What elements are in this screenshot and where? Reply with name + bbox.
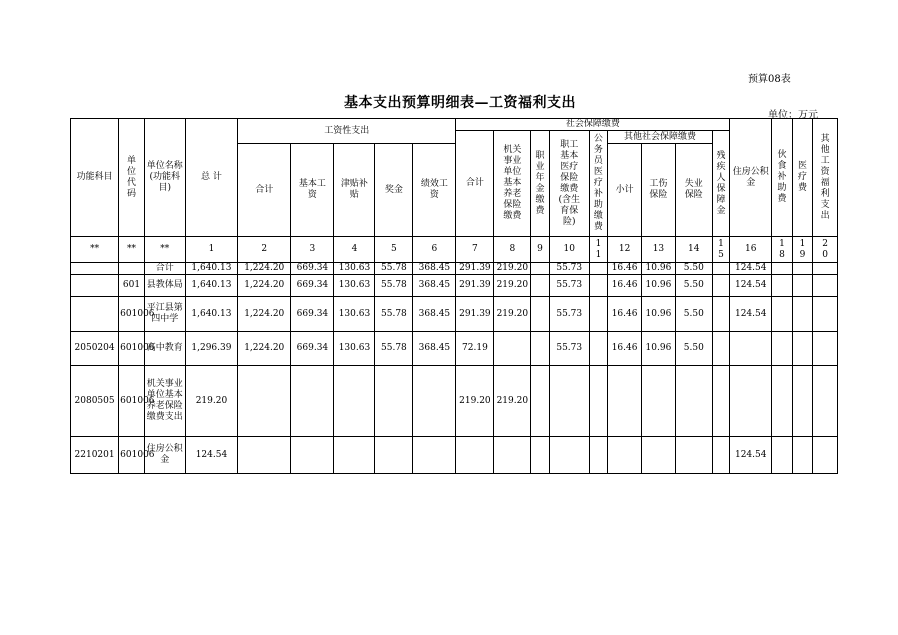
table-row — [71, 366, 838, 437]
header-civil-medical: 公务员医疗补助缴费 — [589, 131, 607, 237]
amount-cell: 124.54 — [730, 275, 772, 297]
amount-cell: 1,640.13 — [185, 275, 237, 297]
amount-cell — [531, 437, 549, 474]
index-cell: 1 — [185, 237, 237, 263]
index-row — [71, 237, 838, 263]
amount-cell — [642, 437, 676, 474]
func-code-cell: 2210201 — [71, 437, 119, 474]
index-cell: 15 — [712, 237, 729, 263]
amount-cell — [238, 366, 291, 437]
amount-cell — [772, 366, 793, 437]
amount-cell: 1,296.39 — [185, 332, 237, 366]
amount-cell — [792, 332, 813, 366]
func-code-cell — [71, 263, 119, 275]
amount-cell: 55.73 — [549, 275, 589, 297]
header-unit-code: 单位代码 — [119, 119, 145, 237]
amount-cell: 16.46 — [608, 263, 642, 275]
amount-cell — [608, 437, 642, 474]
amount-cell — [608, 366, 642, 437]
amount-cell: 72.19 — [456, 332, 494, 366]
amount-cell: 10.96 — [642, 297, 676, 332]
amount-cell: 124.54 — [730, 437, 772, 474]
amount-cell — [675, 437, 712, 474]
index-cell: ** — [119, 237, 145, 263]
amount-cell — [589, 297, 607, 332]
amount-cell: 55.78 — [375, 332, 413, 366]
amount-cell: 16.46 — [608, 297, 642, 332]
amount-cell: 16.46 — [608, 332, 642, 366]
amount-cell: 55.73 — [549, 332, 589, 366]
index-cell: 13 — [642, 237, 676, 263]
amount-cell: 219.20 — [494, 275, 531, 297]
page-title: 基本支出预算明细表—工资福利支出 — [344, 95, 576, 111]
amount-cell: 10.96 — [642, 263, 676, 275]
header-salary-subtotal: 合计 — [238, 144, 291, 237]
unit-name-cell: 高中教育 — [144, 332, 185, 366]
index-cell: ** — [144, 237, 185, 263]
index-cell: 8 — [494, 237, 531, 263]
amount-cell — [375, 437, 413, 474]
amount-cell — [792, 437, 813, 474]
header-annuity: 职业年金缴费 — [531, 131, 549, 237]
unit-name-cell: 平江县第四中学 — [144, 297, 185, 332]
index-cell: 6 — [413, 237, 456, 263]
amount-cell: 291.39 — [456, 297, 494, 332]
amount-cell — [642, 366, 676, 437]
amount-cell: 219.20 — [185, 366, 237, 437]
header-basic-salary: 基本工资 — [291, 144, 334, 237]
amount-cell: 5.50 — [675, 263, 712, 275]
index-cell: ** — [71, 237, 119, 263]
amount-cell — [413, 366, 456, 437]
unit-code-cell: 601006 — [119, 366, 145, 437]
unit-name-cell: 机关事业单位基本养老保险缴费支出 — [144, 366, 185, 437]
amount-cell — [712, 297, 729, 332]
amount-cell — [813, 263, 838, 275]
amount-cell — [813, 332, 838, 366]
amount-cell — [549, 437, 589, 474]
amount-cell — [456, 437, 494, 474]
header-social-subtotal: 合计 — [456, 131, 494, 237]
index-cell: 14 — [675, 237, 712, 263]
amount-cell: 669.34 — [291, 275, 334, 297]
amount-cell: 10.96 — [642, 332, 676, 366]
amount-cell: 219.20 — [494, 263, 531, 275]
amount-cell: 55.73 — [549, 263, 589, 275]
amount-cell: 1,640.13 — [185, 297, 237, 332]
amount-cell: 5.50 — [675, 332, 712, 366]
amount-cell — [334, 437, 375, 474]
amount-cell — [712, 263, 729, 275]
amount-cell — [772, 332, 793, 366]
header-other-subtotal: 小计 — [608, 144, 642, 237]
amount-cell — [549, 366, 589, 437]
header-row-1 — [71, 119, 838, 131]
expenditure-table — [70, 118, 838, 474]
amount-cell — [772, 437, 793, 474]
amount-cell — [730, 366, 772, 437]
amount-cell — [589, 437, 607, 474]
index-cell: 10 — [549, 237, 589, 263]
header-allowance: 津贴补贴 — [334, 144, 375, 237]
amount-cell: 219.20 — [494, 366, 531, 437]
header-med-fee: 医疗费 — [792, 119, 813, 237]
amount-cell: 5.50 — [675, 275, 712, 297]
unit-code-cell: 601006 — [119, 297, 145, 332]
amount-cell: 368.45 — [413, 297, 456, 332]
table-row — [71, 437, 838, 474]
header-medical: 职工基本医疗保险缴费(含生育保险) — [549, 131, 589, 237]
index-cell: 3 — [291, 237, 334, 263]
amount-cell: 130.63 — [334, 297, 375, 332]
amount-cell — [589, 366, 607, 437]
index-cell: 9 — [531, 237, 549, 263]
amount-cell — [792, 366, 813, 437]
amount-cell: 1,640.13 — [185, 263, 237, 275]
amount-cell: 368.45 — [413, 275, 456, 297]
index-cell: 20 — [813, 237, 838, 263]
amount-cell — [792, 263, 813, 275]
func-code-cell — [71, 297, 119, 332]
amount-cell — [712, 366, 729, 437]
amount-cell: 130.63 — [334, 275, 375, 297]
amount-cell: 130.63 — [334, 332, 375, 366]
amount-cell: 10.96 — [642, 275, 676, 297]
amount-cell — [712, 332, 729, 366]
amount-cell: 5.50 — [675, 297, 712, 332]
header-unit-name: 单位名称(功能科目) — [144, 119, 185, 237]
amount-cell: 55.78 — [375, 297, 413, 332]
amount-cell: 219.20 — [456, 366, 494, 437]
amount-cell — [772, 275, 793, 297]
header-other: 其他工资福利支出 — [813, 119, 838, 237]
amount-cell: 669.34 — [291, 297, 334, 332]
amount-cell: 124.54 — [730, 297, 772, 332]
amount-cell — [589, 332, 607, 366]
amount-cell: 1,224.20 — [238, 332, 291, 366]
header-other-social-group: 其他社会保障缴费 — [608, 131, 713, 144]
amount-cell: 219.20 — [494, 297, 531, 332]
amount-cell: 1,224.20 — [238, 297, 291, 332]
amount-cell — [772, 263, 793, 275]
amount-cell — [589, 263, 607, 275]
amount-cell — [813, 297, 838, 332]
unit-code-cell — [119, 263, 145, 275]
amount-cell — [334, 366, 375, 437]
amount-cell — [531, 297, 549, 332]
amount-cell — [712, 437, 729, 474]
unit-code-cell: 601 — [119, 275, 145, 297]
func-code-cell: 2080505 — [71, 366, 119, 437]
amount-cell: 1,224.20 — [238, 275, 291, 297]
unit-name-cell: 合计 — [144, 263, 185, 275]
amount-cell — [531, 263, 549, 275]
index-cell: 5 — [375, 237, 413, 263]
amount-cell — [813, 275, 838, 297]
amount-cell — [531, 366, 549, 437]
header-bonus: 奖金 — [375, 144, 413, 237]
index-cell: 19 — [792, 237, 813, 263]
amount-cell: 669.34 — [291, 332, 334, 366]
amount-cell — [531, 275, 549, 297]
amount-cell: 16.46 — [608, 275, 642, 297]
index-cell: 4 — [334, 237, 375, 263]
amount-cell: 130.63 — [334, 263, 375, 275]
amount-cell — [531, 332, 549, 366]
table-row — [71, 332, 838, 366]
index-cell: 11 — [589, 237, 607, 263]
header-pension: 机关事业单位基本养老保险缴费 — [494, 131, 531, 237]
amount-cell — [772, 297, 793, 332]
amount-cell — [291, 366, 334, 437]
table-row — [71, 297, 838, 332]
header-injury: 工伤保险 — [642, 144, 676, 237]
amount-cell: 669.34 — [291, 263, 334, 275]
header-meal: 伙食补助费 — [772, 119, 793, 237]
unit-name-cell: 住房公积金 — [144, 437, 185, 474]
amount-cell — [291, 437, 334, 474]
form-number: 预算08表 — [748, 74, 791, 85]
index-cell: 2 — [238, 237, 291, 263]
amount-cell — [413, 437, 456, 474]
amount-cell: 368.45 — [413, 263, 456, 275]
amount-cell — [494, 437, 531, 474]
index-cell: 16 — [730, 237, 772, 263]
index-cell: 12 — [608, 237, 642, 263]
amount-cell — [675, 366, 712, 437]
amount-cell — [730, 332, 772, 366]
amount-cell — [792, 297, 813, 332]
table-row — [71, 275, 838, 297]
amount-cell: 368.45 — [413, 332, 456, 366]
header-social-group: 社会保障缴费 — [456, 119, 730, 131]
amount-cell — [589, 275, 607, 297]
header-performance: 绩效工资 — [413, 144, 456, 237]
header-unemployment: 失业保险 — [675, 144, 712, 237]
amount-cell: 124.54 — [185, 437, 237, 474]
amount-cell: 55.78 — [375, 275, 413, 297]
amount-cell: 291.39 — [456, 263, 494, 275]
header-func-code: 功能科目 — [71, 119, 119, 237]
table-row — [71, 263, 838, 275]
unit-code-cell: 601006 — [119, 437, 145, 474]
amount-cell — [813, 366, 838, 437]
amount-cell: 291.39 — [456, 275, 494, 297]
amount-cell — [792, 275, 813, 297]
amount-cell: 55.73 — [549, 297, 589, 332]
func-code-cell — [71, 275, 119, 297]
amount-cell: 55.78 — [375, 263, 413, 275]
header-housing: 住房公积金 — [730, 119, 772, 237]
unit-code-cell: 601006 — [119, 332, 145, 366]
header-salary-group: 工资性支出 — [238, 119, 456, 144]
unit-label: 单位：万元 — [768, 110, 818, 121]
amount-cell — [813, 437, 838, 474]
amount-cell — [238, 437, 291, 474]
amount-cell — [712, 275, 729, 297]
header-disability: 残疾人保障金 — [712, 131, 729, 237]
func-code-cell: 2050204 — [71, 332, 119, 366]
amount-cell: 1,224.20 — [238, 263, 291, 275]
unit-name-cell: 县教体局 — [144, 275, 185, 297]
amount-cell — [494, 332, 531, 366]
amount-cell: 124.54 — [730, 263, 772, 275]
amount-cell — [375, 366, 413, 437]
index-cell: 7 — [456, 237, 494, 263]
index-cell: 18 — [772, 237, 793, 263]
header-total: 总 计 — [185, 119, 237, 237]
